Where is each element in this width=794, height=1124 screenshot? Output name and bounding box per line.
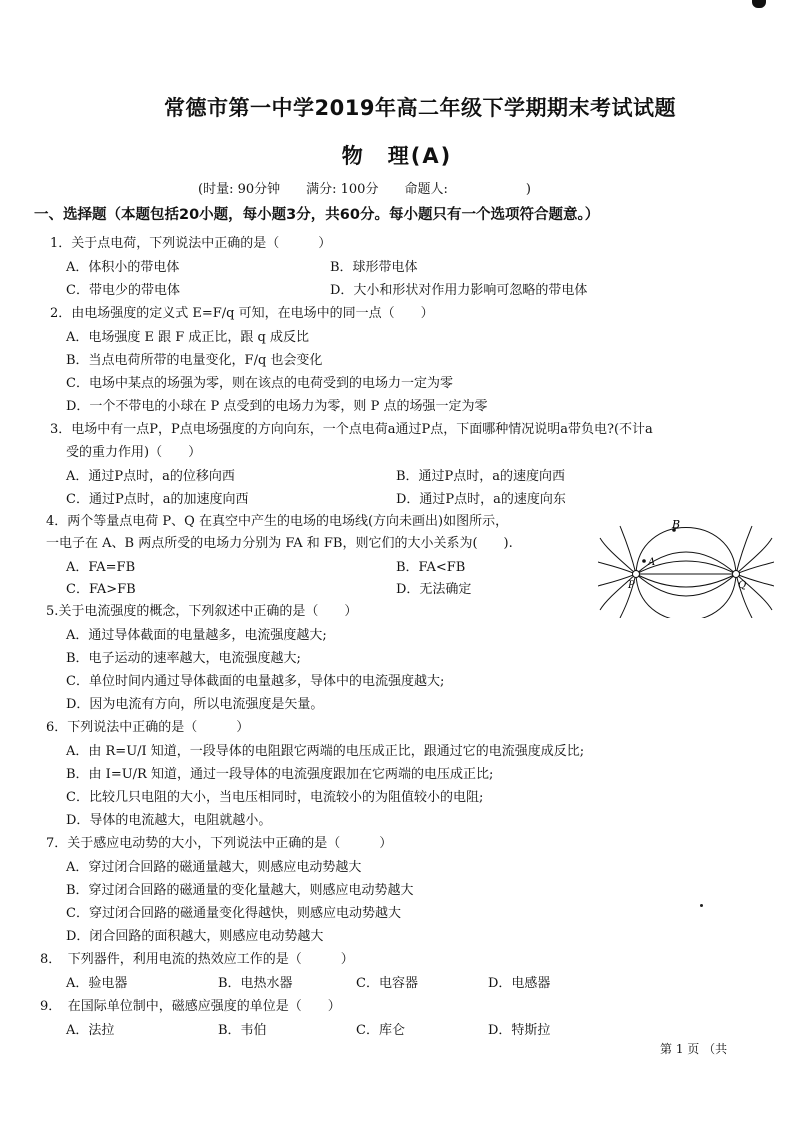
question-3-option-b: B．通过P点时，a的速度向西: [396, 469, 566, 484]
label-p: P: [628, 580, 635, 591]
question-8-option-a: A．验电器: [66, 976, 128, 991]
question-7-option-c: C．穿过闭合回路的磁通量变化得越快，则感应电动势越大: [66, 906, 401, 921]
question-4-option-a: A．FA=FB: [66, 560, 136, 575]
question-6-stem: 6．下列说法中正确的是（ ）: [46, 720, 250, 735]
charge-q: [733, 571, 740, 578]
question-6-option-d: D．导体的电流越大，电阻就越小。: [66, 813, 272, 828]
question-7-option-a: A．穿过闭合回路的磁通量越大，则感应电动势越大: [66, 860, 362, 875]
question-4-stem-line1: 4．两个等量点电荷 P、Q 在真空中产生的电场的电场线(方向未画出)如图所示，: [46, 514, 509, 529]
question-5-option-d: D．因为电流有方向，所以电流强度是矢量。: [66, 697, 324, 712]
label-q: Q: [738, 580, 747, 591]
question-3-stem-line2: 受的重力作用)（ ）: [66, 445, 202, 460]
question-9-option-d: D．特斯拉: [488, 1023, 551, 1038]
question-2-option-a: A．电场强度 E 跟 F 成正比，跟 q 成反比: [66, 330, 310, 345]
question-8-option-d: D．电感器: [488, 976, 551, 991]
question-3-stem-line1: 3．电场中有一点P，P点电场强度的方向向东，一个点电荷a通过P点，下面哪种情况说明a带负电?(不计a: [50, 422, 653, 437]
question-6-option-a: A．由 R=U/I 知道，一段导体的电阻跟它两端的电压成正比，跟通过它的电流强度成反比;: [66, 744, 585, 759]
question-1-option-a: A．体积小的带电体: [66, 260, 180, 275]
question-2-option-b: B．当点电荷所带的电量变化，F/q 也会变化: [66, 353, 323, 368]
question-7-option-d: D．闭合回路的面积越大，则感应电动势越大: [66, 929, 324, 944]
question-6-option-c: C．比较几只电阻的大小，当电压相同时，电流较小的为阻值较小的电阻;: [66, 790, 484, 805]
electric-field-lines-figure: [598, 518, 774, 618]
point-a: [642, 559, 646, 563]
question-1-option-c: C．带电少的带电体: [66, 283, 180, 298]
question-8-option-c: C．电容器: [356, 976, 418, 991]
subject-title: 物 理(A): [341, 144, 453, 168]
question-9-stem: 9． 在国际单位制中，磁感应强度的单位是（ ）: [40, 999, 341, 1014]
question-1-stem: 1．关于点电荷，下列说法中正确的是（ ）: [50, 236, 332, 251]
question-4-option-d: D．无法确定: [396, 582, 472, 597]
scan-mark: [752, 0, 766, 8]
label-b: B: [672, 518, 681, 531]
question-3-option-a: A．通过P点时，a的位移向西: [66, 469, 235, 484]
question-5-option-a: A．通过导体截面的电量越多，电流强度越大;: [66, 628, 327, 643]
question-4-option-b: B．FA<FB: [396, 560, 466, 575]
question-9-option-b: B．韦伯: [218, 1023, 267, 1038]
question-8-option-b: B．电热水器: [218, 976, 293, 991]
charge-p: [633, 571, 640, 578]
question-3-option-d: D．通过P点时，a的速度向东: [396, 492, 566, 507]
question-1-option-d: D．大小和形状对作用力影响可忽略的带电体: [330, 283, 588, 298]
question-2-option-d: D．一个不带电的小球在 P 点受到的电场力为零，则 P 点的场强一定为零: [66, 399, 488, 414]
scan-speck: [700, 904, 703, 907]
question-5-option-b: B．电子运动的速率越大，电流强度越大;: [66, 651, 301, 666]
question-4-option-c: C．FA>FB: [66, 582, 136, 597]
question-3-option-c: C．通过P点时，a的加速度向西: [66, 492, 249, 507]
question-7-option-b: B．穿过闭合回路的磁通量的变化量越大，则感应电动势越大: [66, 883, 414, 898]
question-9-option-c: C．库仑: [356, 1023, 405, 1038]
question-5-stem: 5.关于电流强度的概念，下列叙述中正确的是（ ）: [46, 604, 358, 619]
label-a: A: [648, 557, 656, 568]
question-8-stem: 8． 下列器件，利用电流的热效应工作的是（ ）: [40, 952, 354, 967]
question-1-option-b: B．球形带电体: [330, 260, 418, 275]
page-footer: 第 1 页 （共: [660, 1042, 728, 1056]
question-2-stem: 2．由电场强度的定义式 E=F/q 可知，在电场中的同一点（ ）: [50, 306, 434, 321]
exam-info: (时量: 90分钟 满分: 100分 命题人: ): [198, 182, 531, 197]
page-title: 常德市第一中学2019年高二年级下学期期末考试试题: [164, 96, 676, 120]
question-7-stem: 7．关于感应电动势的大小，下列说法中正确的是（ ）: [46, 836, 393, 851]
question-5-option-c: C．单位时间内通过导体截面的电量越多，导体中的电流强度越大;: [66, 674, 445, 689]
question-2-option-c: C．电场中某点的场强为零，则在该点的电荷受到的电场力一定为零: [66, 376, 453, 391]
question-9-option-a: A．法拉: [66, 1023, 115, 1038]
section-heading: 一、选择题（本题包括20小题，每小题3分，共60分。每小题只有一个选项符合题意。）: [34, 207, 600, 223]
question-6-option-b: B．由 I=U/R 知道，通过一段导体的电流强度跟加在它两端的电压成正比;: [66, 767, 494, 782]
question-4-stem-line2: 一电子在 A、B 两点所受的电场力分别为 FA 和 FB，则它们的大小关系为( ).: [46, 536, 513, 551]
